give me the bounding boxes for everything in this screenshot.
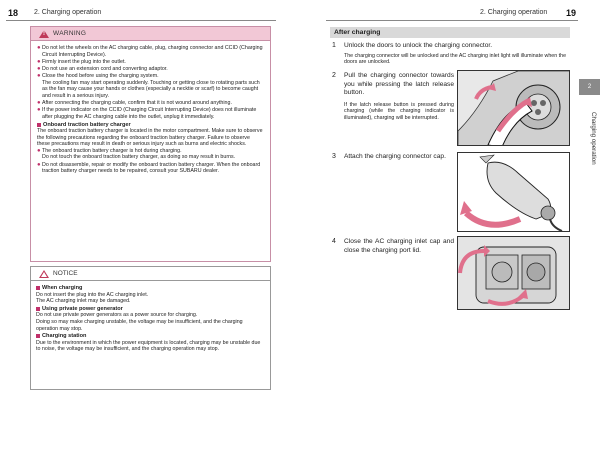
notice-box	[30, 266, 271, 390]
warning-box	[30, 26, 271, 262]
warning-item	[37, 59, 264, 66]
step-number: 1	[332, 42, 336, 49]
warning-header	[31, 27, 270, 41]
warning-item	[37, 100, 264, 107]
inlet-cap-close-illustration	[457, 236, 570, 310]
bullet-dot-icon: ●	[37, 73, 41, 80]
step-number: 3	[332, 153, 336, 160]
notice-heading: Charging station	[36, 333, 265, 340]
notice-text: Due to the environment in which the power equipment is located, charging may be unstable due to noise, the voltage may be insufficient, and the charging operation may stop.	[36, 339, 261, 353]
header-rule-right	[326, 20, 578, 21]
notice-heading: Using private power generator	[36, 306, 265, 313]
left-section-title: 2. Charging operation	[34, 9, 102, 16]
notice-text: Do not use private power generators as a power source for charging. Doing so may make charging unstable, the voltage may be insufficient, and the charging operation may stop.	[36, 312, 243, 332]
step-number: 2	[332, 72, 336, 79]
step-text: Unlock the doors to unlock the charging connector.	[344, 42, 493, 49]
step-text: Pull the charging connector towards you while pressing the latch release button.	[344, 72, 454, 97]
warning-item-text: The onboard traction battery charger is hot during charging. Do not touch the onboard traction battery charger, as doing so may result in burns.	[42, 147, 236, 161]
step-note: The charging connector will be unlocked and the AC charging inlet light will illuminate when the doors are unlocked.	[344, 52, 567, 66]
notice-header	[31, 267, 270, 281]
left-page-number: 18	[8, 8, 19, 18]
warning-item-text: Firmly insert the plug into the outlet.	[42, 58, 126, 65]
warning-item	[37, 107, 264, 120]
bullet-dot-icon: ●	[37, 45, 41, 51]
right-section-title: 2. Charging operation	[480, 9, 548, 16]
notice-triangle-icon	[39, 270, 49, 278]
step-1	[332, 42, 572, 66]
step-text: Close the AC charging inlet cap and close the charging port lid.	[344, 238, 454, 254]
step-number: 4	[332, 238, 336, 245]
right-page-number: 19	[566, 8, 577, 18]
chapter-tab: 2	[579, 79, 600, 95]
square-marker-icon	[36, 286, 40, 290]
warning-item-text: Close the hood before using the charging system. The cooling fan may start operating suddenly. Touching or getting close to rotating parts such as the fan may cause your hands or clothes (especially a necktie or scarf) to become caught and result in a serious injury.	[42, 73, 260, 99]
warning-item	[37, 148, 264, 161]
warning-title: WARNING	[53, 30, 87, 37]
header-rule-left	[6, 20, 276, 21]
onboard-charger-text: The onboard traction battery charger is located in the motor compartment. Make sure to observe the following precautions regarding the onboard traction battery charger. Failure to observe these precautions may result in death or serious injury such as burns and electric shocks.	[37, 128, 263, 148]
chapter-label: Charging operation	[590, 112, 597, 165]
step-2	[332, 72, 454, 122]
connector-cap-illustration	[457, 152, 570, 232]
warning-item-text: Do not disassemble, repair or modify the onboard traction battery charger. When the onboard traction battery charger needs to be repaired, consult your SUBARU dealer.	[42, 161, 261, 175]
notice-title: NOTICE	[53, 270, 78, 277]
bullet-dot-icon: ●	[37, 161, 41, 168]
warning-triangle-icon: !	[39, 30, 49, 38]
warning-item-text: After connecting the charging cable, confirm that it is not wound around anything.	[42, 100, 232, 107]
square-marker-icon	[36, 334, 40, 338]
bullet-dot-icon: ●	[37, 107, 41, 114]
step-4	[332, 238, 454, 255]
after-charging-heading: After charging	[330, 27, 570, 38]
onboard-charger-heading: Onboard traction battery charger	[37, 122, 264, 129]
bullet-dot-icon: ●	[37, 65, 41, 72]
step-3	[332, 153, 454, 162]
warning-item	[37, 73, 264, 99]
notice-heading: When charging	[36, 285, 265, 292]
connector-release-illustration	[457, 70, 570, 146]
warning-item-text: Do not use an extension cord and converting adaptor.	[42, 65, 168, 72]
bullet-dot-icon: ●	[37, 58, 41, 65]
warning-item-text: If the power indicator on the CCID (Charging Circuit Interrupting Device) does not illuminate after plugging the AC charging cable into the outlet, unplug it immediately.	[42, 107, 257, 120]
step-note: If the latch release button is pressed during charging (while the charging indicator is illuminated), charging will be interrupted.	[344, 101, 454, 121]
notice-text: Do not insert the plug into the AC charging inlet. The AC charging inlet may be damaged.	[36, 291, 149, 305]
warning-item	[37, 45, 264, 58]
warning-item	[37, 66, 264, 73]
square-marker-icon	[36, 307, 40, 311]
warning-item	[37, 162, 264, 175]
warning-item-text: Do not let the wheels on the AC charging cable, plug, charging connector and CCID (Charging Circuit Interrupting Device).	[42, 45, 263, 58]
bullet-dot-icon: ●	[37, 100, 41, 107]
square-marker-icon	[37, 123, 41, 127]
step-text: Attach the charging connector cap.	[344, 153, 446, 160]
bullet-dot-icon: ●	[37, 147, 41, 154]
